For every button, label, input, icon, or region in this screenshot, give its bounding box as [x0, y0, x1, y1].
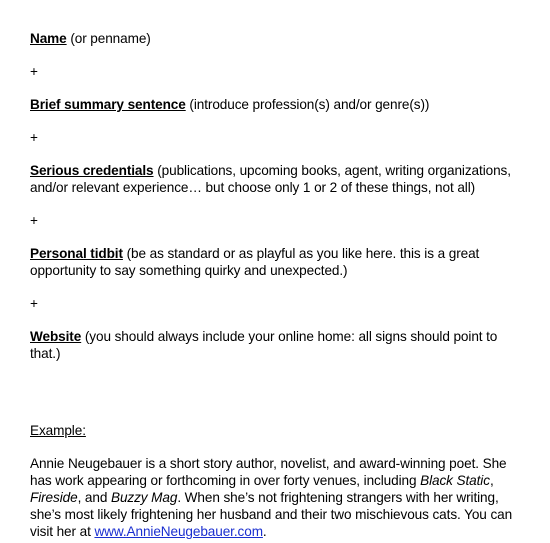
section-name [30, 30, 525, 47]
section-brief-summary [30, 96, 525, 113]
section-website [30, 328, 525, 362]
plus-symbol: + [30, 64, 38, 79]
bio-template-document [30, 30, 525, 540]
example-end: . [262, 524, 267, 539]
section-description: (or penname) [70, 31, 151, 46]
venue-fireside: Fireside [30, 490, 78, 505]
website-link[interactable]: www.AnnieNeugebauer.com [94, 524, 263, 539]
section-label: Serious credentials [30, 163, 154, 178]
section-label: Website [30, 329, 82, 344]
section-description: (publications, upcoming books, agent, writing organizations, and/or relevant experience… but choose only 1 or 2 of these things, not all) [30, 163, 511, 195]
plus-symbol: + [30, 296, 38, 311]
plus-symbol: + [30, 130, 38, 145]
separator: , [489, 473, 494, 488]
venue-black-static: Black Static [420, 473, 490, 488]
section-label: Name [30, 31, 67, 46]
section-description: (you should always include your online home: all signs should point to that.) [30, 329, 498, 361]
example-heading: Example: [30, 423, 86, 438]
section-description: (be as standard or as playful as you like here. this is a great opportunity to say something quirky and unexpected.) [30, 246, 480, 278]
section-personal-tidbit [30, 245, 525, 279]
venue-buzzy-mag: Buzzy Mag [110, 490, 178, 505]
example-paragraph [30, 455, 525, 540]
section-label: Personal tidbit [30, 246, 123, 261]
example-text: . When she’s not frightening strangers with her writing, she’s most likely frightening her husband and their two mischievous cats. You can visit her at [30, 490, 513, 539]
example-text: Annie Neugebauer is a short story author, novelist, and award-winning poet. She has work appearing or forthcoming in over forty venues, including [30, 456, 507, 488]
separator: , and [77, 490, 111, 505]
plus-symbol: + [30, 213, 38, 228]
section-description: (introduce profession(s) and/or genre(s)) [189, 97, 430, 112]
section-label: Brief summary sentence [30, 97, 186, 112]
section-serious-credentials [30, 162, 525, 196]
